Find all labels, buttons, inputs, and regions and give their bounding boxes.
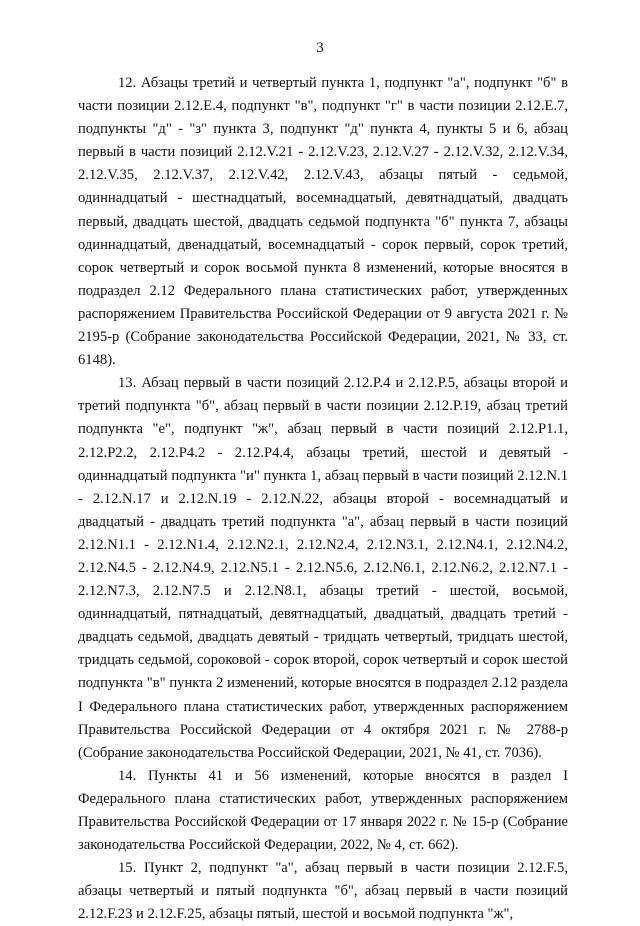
paragraph-12: 12. Абзацы третий и четвертый пункта 1, подпункт "а", подпункт "б" в части позиции 2.12.E.4, подпункт "в", подпункт "г" в части позиции 2.12.E.7, подпункты "д" - "з" пункта 3, подпункт "д" пункта 4, пункты 5 и 6, абзац первый в части позиций 2.12.V.21 - 2.12.V.23, 2.12.V.27 - 2.12.V.32, 2.12.V.34, 2.12.V.35, 2.12.V.37, 2.12.V.42, 2.12.V.43, абзацы пятый - седьмой, одиннадцатый - шестнадцатый, восемнадцатый, девятнадцатый, двадцать первый, двадцать шестой, двадцать седьмой подпункта "б" пункта 7, абзацы одиннадцатый, двенадцатый, восемнадцатый - сорок первый, сорок третий, сорок четвертый и сорок восьмой пункта 8 изменений, которые вносятся в подраздел 2.12 Федерального плана статистических работ, утвержденных распоряжением Правительства Российской Федерации от 9 августа 2021 г. № 2195-р (Собрание законодательства Российской Федерации, 2021, № 33, ст. 6148). — [78, 75, 568, 369]
paragraph-13: 13. Абзац первый в части позиций 2.12.P.4 и 2.12.P.5, абзацы второй и третий подпункта "б", абзац первый в части позиции 2.12.P.19, абзац третий подпункта "е", подпункт "ж", абзац первый в части позиций 2.12.P1.1, 2.12.P2.2, 2.12.P4.2 - 2.12.P4.4, абзацы третий, шестой и девятый - одиннадцатый подпункта "и" пункта 1, абзац первый в части позиций 2.12.N.1 - 2.12.N.17 и 2.12.N.19 - 2.12.N.22, абзацы второй - восемнадцатый и двадцатый - двадцать третий подпункта "а", абзац первый в части позиций 2.12.N1.1 - 2.12.N1.4, 2.12.N2.1, 2.12.N2.4, 2.12.N3.1, 2.12.N4.1, 2.12.N4.2, 2.12.N4.5 - 2.12.N4.9, 2.12.N5.1 - 2.12.N5.6, 2.12.N6.1, 2.12.N6.2, 2.12.N7.1 - 2.12.N7.3, 2.12.N7.5 и 2.12.N8.1, абзацы третий - шестой, восьмой, одиннадцатый, пятнадцатый, девятнадцатый, двадцатый, двадцать третий - двадцать седьмой, двадцать девятый - тридцать четвертый, тридцать шестой, тридцать седьмой, сороковой - сорок второй, сорок четвертый и сорок шестой подпункта "в" пункта 2 изменений, которые вносятся в подраздел 2.12 раздела I Федерального плана статистических работ, утвержденных распоряжением Правительства Российской Федерации от 4 октября 2021 г. № 2788-р (Собрание законодательства Российской Федерации, 2021, № 41, ст. 7036). — [78, 375, 568, 761]
paragraph-15: 15. Пункт 2, подпункт "а", абзац первый в части позиции 2.12.F.5, абзацы четвертый и пятый подпункта "б", абзац первый в части позиций 2.12.F.23 и 2.12.F.25, абзацы пятый, шестой и восьмой подпункта "ж", — [78, 860, 568, 923]
page-number: 3 — [316, 40, 324, 56]
document-body — [78, 72, 568, 926]
paragraph-14: 14. Пункты 41 и 56 изменений, которые вносятся в раздел I Федерального плана статистических работ, утвержденных распоряжением Правительства Российской Федерации от 17 января 2022 г. № 15-р (Собрание законодательства Российской Федерации, 2022, № 4, ст. 662). — [78, 767, 568, 854]
